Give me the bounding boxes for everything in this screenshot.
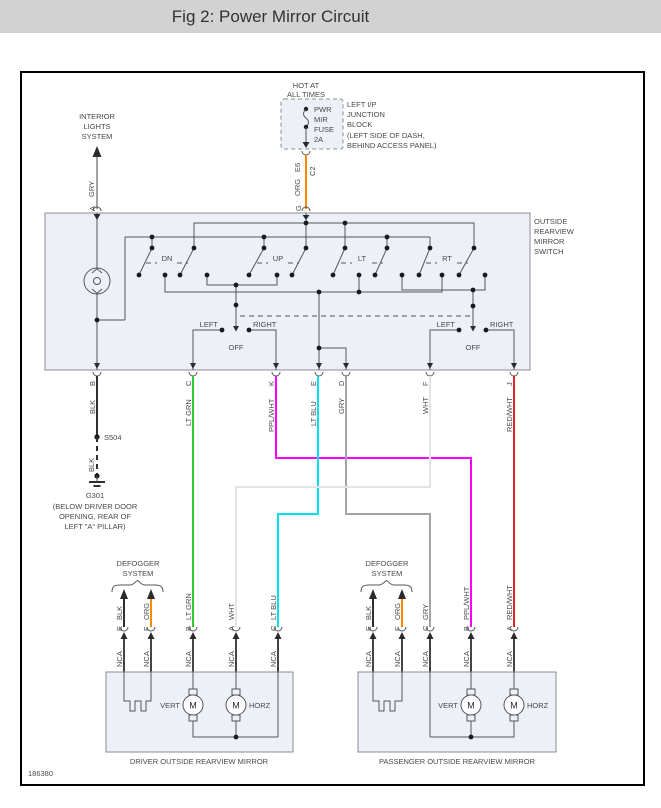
- page-title: Fig 2: Power Mirror Circuit: [171, 7, 370, 26]
- wire-color-wht: WHT: [421, 396, 430, 414]
- svg-text:E: E: [115, 625, 124, 631]
- switch-position-dn: DN: [161, 254, 173, 263]
- svg-text:NCA: NCA: [505, 651, 514, 667]
- svg-text:M: M: [189, 700, 197, 711]
- switch-position-lt: LT: [357, 254, 367, 263]
- svg-text:ORG: ORG: [393, 602, 402, 620]
- wire-color-red-wht: RED/WHT: [505, 397, 514, 432]
- sheet-number: 186380: [28, 769, 54, 778]
- fuse-label-2: MIR: [314, 115, 328, 124]
- junction-label-3: BLOCK: [347, 120, 373, 129]
- hot-at-label: HOT AT: [292, 81, 320, 90]
- svg-text:NCA: NCA: [269, 651, 278, 667]
- defogger-label-1: DEFOGGER: [365, 559, 409, 568]
- svg-text:B: B: [462, 625, 471, 631]
- svg-text:M: M: [510, 700, 518, 711]
- switch-label-3: MIRROR: [534, 237, 565, 246]
- svg-text:M: M: [232, 700, 240, 711]
- svg-text:NCA: NCA: [393, 651, 402, 667]
- svg-text:B: B: [184, 625, 193, 631]
- svg-text:NCA: NCA: [421, 651, 430, 667]
- passenger-mirror-assembly: [358, 672, 556, 766]
- selector-off-label: OFF: [228, 343, 244, 352]
- interior-label-1: INTERIOR: [79, 112, 115, 121]
- svg-text:WHT: WHT: [227, 602, 236, 620]
- passenger-mirror-box: [358, 672, 556, 752]
- vert-label: VERT: [160, 701, 180, 710]
- terminal-j: J: [505, 382, 514, 386]
- junction-label-5: BEHIND ACCESS PANEL): [347, 141, 437, 150]
- ground-note-3: LEFT "A" PILLAR): [64, 522, 126, 531]
- interior-label-3: SYSTEM: [81, 132, 113, 141]
- svg-text:M: M: [467, 700, 475, 711]
- terminal-g-label: G: [294, 205, 303, 211]
- junction-block-box: [281, 99, 343, 149]
- vert-label: VERT: [438, 701, 458, 710]
- svg-text:BLK: BLK: [364, 605, 373, 620]
- svg-text:NCA: NCA: [142, 651, 151, 667]
- ground-note-1: (BELOW DRIVER DOOR: [52, 502, 138, 511]
- junction-label-2: JUNCTION: [347, 110, 385, 119]
- defogger-label-1: DEFOGGER: [116, 559, 160, 568]
- svg-text:E: E: [364, 625, 373, 631]
- selector-right-label: RIGHT: [253, 320, 277, 329]
- defogger-label-2: SYSTEM: [122, 569, 154, 578]
- driver-mirror-title: DRIVER OUTSIDE REARVIEW MIRROR: [129, 757, 269, 766]
- junction-label-4: (LEFT SIDE OF DASH,: [347, 131, 425, 140]
- svg-text:A: A: [505, 625, 514, 631]
- svg-text:LT GRN: LT GRN: [184, 593, 193, 620]
- terminal-f: F: [421, 381, 430, 386]
- svg-text:ORG: ORG: [142, 602, 151, 620]
- switch-label-4: SWITCH: [534, 247, 564, 256]
- svg-text:LT BLU: LT BLU: [269, 595, 278, 620]
- svg-text:NCA: NCA: [184, 651, 193, 667]
- svg-text:F: F: [393, 626, 402, 631]
- wire-color-lt-grn: LT GRN: [184, 399, 193, 426]
- wire-org-label: ORG: [293, 178, 302, 196]
- svg-text:PPL/WHT: PPL/WHT: [462, 586, 471, 620]
- driver-mirror-assembly: [106, 672, 293, 766]
- svg-text:NCA: NCA: [462, 651, 471, 667]
- svg-text:NCA: NCA: [227, 651, 236, 667]
- selector-off-label: OFF: [465, 343, 481, 352]
- ground-note-2: OPENING, REAR OF: [58, 512, 132, 521]
- terminal-k: K: [267, 380, 276, 386]
- selector-right-label: RIGHT: [490, 320, 514, 329]
- wire-color-blk: BLK: [88, 399, 97, 414]
- svg-text:NCA: NCA: [115, 651, 124, 667]
- svg-text:C: C: [269, 625, 278, 631]
- switch-position-rt: RT: [442, 254, 452, 263]
- selector-left-label: LEFT: [436, 320, 455, 329]
- passenger-mirror-title: PASSENGER OUTSIDE REARVIEW MIRROR: [379, 757, 535, 766]
- switch-label-1: OUTSIDE: [534, 217, 568, 226]
- svg-text:F: F: [142, 626, 151, 631]
- terminal-d: D: [337, 380, 346, 386]
- fuse-label-1: PWR: [314, 105, 332, 114]
- terminal-b: B: [88, 380, 97, 386]
- fuse-label-4: 2A: [314, 135, 324, 144]
- svg-text:BLK: BLK: [115, 605, 124, 620]
- splice-s504-label: S504: [104, 433, 122, 442]
- wire-color-lt-blu: LT BLU: [309, 401, 318, 426]
- connector-c2-label: C2: [308, 166, 317, 176]
- terminal-a-label: A: [88, 205, 97, 211]
- junction-label-1: LEFT I/P: [347, 100, 377, 109]
- horz-label: HORZ: [527, 701, 549, 710]
- wire-blk-label-2: BLK: [87, 457, 96, 472]
- wire-gry-label: GRY: [87, 180, 96, 197]
- selector-left-label: LEFT: [199, 320, 218, 329]
- svg-text:C: C: [421, 625, 430, 631]
- wire-color-gry: GRY: [337, 397, 346, 414]
- all-times-label: ALL TIMES: [287, 90, 325, 99]
- terminal-e: E: [309, 380, 318, 386]
- svg-text:NCA: NCA: [364, 651, 373, 667]
- ground-g301-label: G301: [85, 491, 105, 500]
- wire-color-ppl-wht: PPL/WHT: [267, 398, 276, 432]
- fuse-label-3: FUSE: [314, 125, 335, 134]
- terminal-c: C: [184, 380, 193, 386]
- connector-e6-label: E6: [293, 162, 302, 172]
- switch-position-up: UP: [272, 254, 284, 263]
- svg-text:RED/WHT: RED/WHT: [505, 585, 514, 620]
- switch-label-2: REARVIEW: [534, 227, 574, 236]
- svg-text:A: A: [227, 625, 236, 631]
- horz-label: HORZ: [249, 701, 271, 710]
- svg-text:GRY: GRY: [421, 603, 430, 620]
- defogger-label-2: SYSTEM: [371, 569, 403, 578]
- interior-label-2: LIGHTS: [83, 122, 111, 131]
